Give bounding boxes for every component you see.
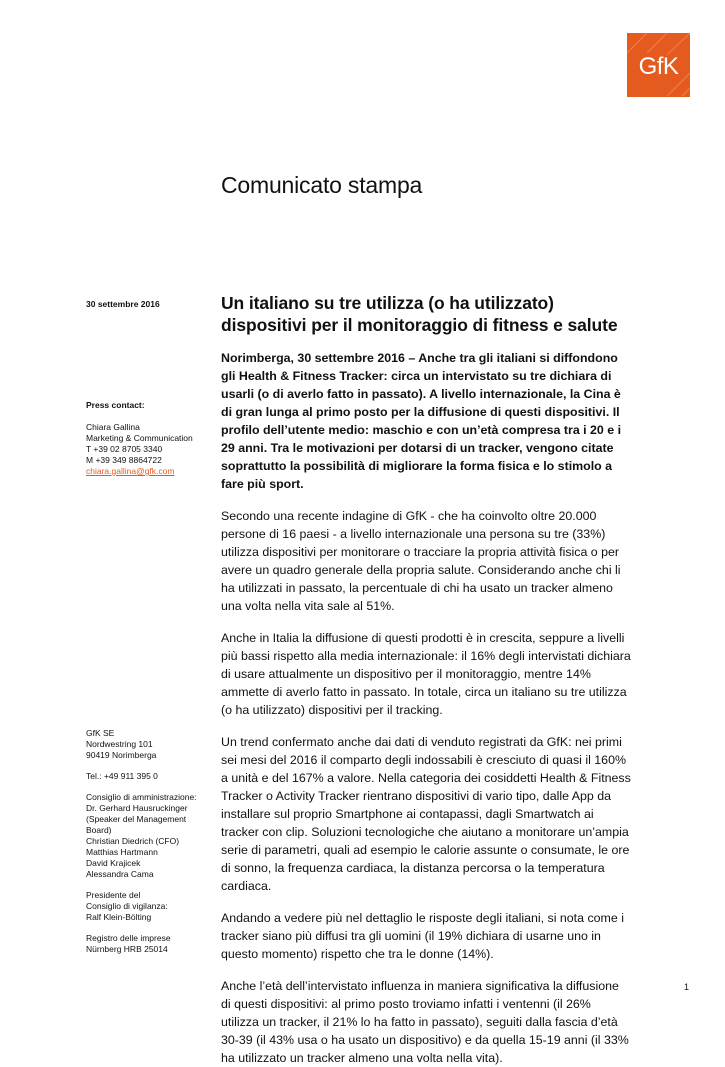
logo-text: GfK (638, 53, 679, 80)
document-type-title: Comunicato stampa (221, 172, 423, 198)
board-heading: Consiglio di amministrazione: (86, 792, 197, 802)
board-member: Christian Diedrich (CFO) (86, 836, 180, 846)
registry-number: Nürnberg HRB 25014 (86, 944, 168, 954)
article-paragraph: Anche l’età dell’intervistato influenza in maniera significativa la diffusione di questi dispositivi: al primo posto troviamo infatti i ventenni (il 26% utilizza un tracker, il 21% lo ha fatto in passato), seguiti dalla fascia d’età 30-39 (il 43% usa o ha usato un dispositivo) e da quella 15-19 anni (il 33% ha utilizzato un tracker almeno una volta nella vita). (221, 979, 629, 1065)
contact-mobile: M +39 349 8864722 (86, 455, 162, 465)
article-paragraph: Secondo una recente indagine di GfK - che ha coinvolto oltre 20.000 persone di 16 paesi - a livello internazionale una persona su tre (33%) utilizza dispositivi per monitorare o tracciare la propria attività fisica o per avere un quadro generale della propria salute. Considerando anche chi li ha utilizzati in passato, la percentuale di chi ha usato un tracker almeno una volta nella vita sale al 51%. (221, 509, 621, 613)
article-lead: Norimberga, 30 settembre 2016 – Anche tra gli italiani si diffondono gli Health & Fitness Tracker: circa un intervistato su tre dichiara di usarli (o di averlo fatto in passato). A livello internazionale, la Cina è di gran lunga al primo posto per la diffusione di questi dispositivi. Il profilo dell’utente medio: maschio e con un’età compresa tra i 20 e i 29 anni. Tra le motivazioni per dotarsi di un tracker, vengono citate soprattutto la possibilità di migliorare la forma fisica e lo stimolo a fare più sport. (221, 351, 622, 491)
company-street: Nordwestring 101 (86, 739, 153, 749)
board-member: Alessandra Cama (86, 869, 154, 879)
registry-heading: Registro delle imprese (86, 933, 171, 943)
gfk-logo (627, 33, 690, 97)
press-contact-heading: Press contact: (86, 400, 145, 410)
board-member: Matthias Hartmann (86, 847, 158, 857)
supervisory-heading: Presidente del (86, 890, 141, 900)
article-paragraph: Un trend confermato anche dai dati di venduto registrati da GfK: nei primi sei mesi del 2016 il comparto degli indossabili è cresciuto di quasi il 160% a unità e del 167% a valore. Nella categoria dei cosiddetti Health & Fitness Tracker o Activity Tracker rientrano dispositivi di vario tipo, dalle App da installare sul proprio Smartphone ai contapassi, dagli Smartwatch ai tracker con clip. Soluzioni tecnologiche che aiutano a monitorare un’ampia serie di parametri, quali ad esempio le calorie assunte o consumate, le ore di sonno, la frequenza cardiaca, la distanza percorsa o la temperatura cardiaca. (221, 735, 631, 893)
contact-role: Marketing & Communication (86, 433, 193, 443)
supervisory-heading: Consiglio di vigilanza: (86, 901, 168, 911)
company-city: 90419 Norimberga (86, 750, 157, 760)
release-date: 30 settembre 2016 (86, 299, 160, 309)
company-tel: Tel.: +49 911 395 0 (86, 771, 158, 781)
company-name: GfK SE (86, 728, 115, 738)
board-member: Dr. Gerhard Hausruckinger (86, 803, 188, 813)
article-body (221, 292, 631, 1067)
article-headline: Un italiano su tre utilizza (o ha utilizzato) dispositivi per il monitoraggio di fitness e salute (221, 293, 618, 335)
supervisory-chair: Ralf Klein-Bölting (86, 912, 152, 922)
contact-email-link[interactable]: chiara.gallina@gfk.com (86, 466, 175, 476)
page-number: 1 (684, 982, 690, 992)
board-member-note: Board) (86, 825, 112, 835)
company-info-block (86, 728, 197, 955)
contact-phone: T +39 02 8705 3340 (86, 444, 163, 454)
article-paragraph: Andando a vedere più nel dettaglio le risposte degli italiani, si nota come i tracker siano più diffusi tra gli uomini (il 19% dichiara di usarne uno in questo momento) rispetto che tra le donne (14%). (221, 911, 624, 961)
board-member: David Krajicek (86, 858, 141, 868)
article-paragraph: Anche in Italia la diffusione di questi prodotti è in crescita, seppure a livelli più bassi rispetto alla media internazionale: il 16% degli intervistati dichiara di usare attualmente un dispositivo per il monitoraggio, mentre 14% ammette di averlo fatto in passato. In totale, circa un italiano su tre utilizza (o ha utilizzato) dispositivi per il tracking. (221, 631, 631, 717)
press-contact-block (86, 400, 193, 477)
contact-name: Chiara Gallina (86, 422, 140, 432)
board-member-note: (Speaker del Management (86, 814, 187, 824)
